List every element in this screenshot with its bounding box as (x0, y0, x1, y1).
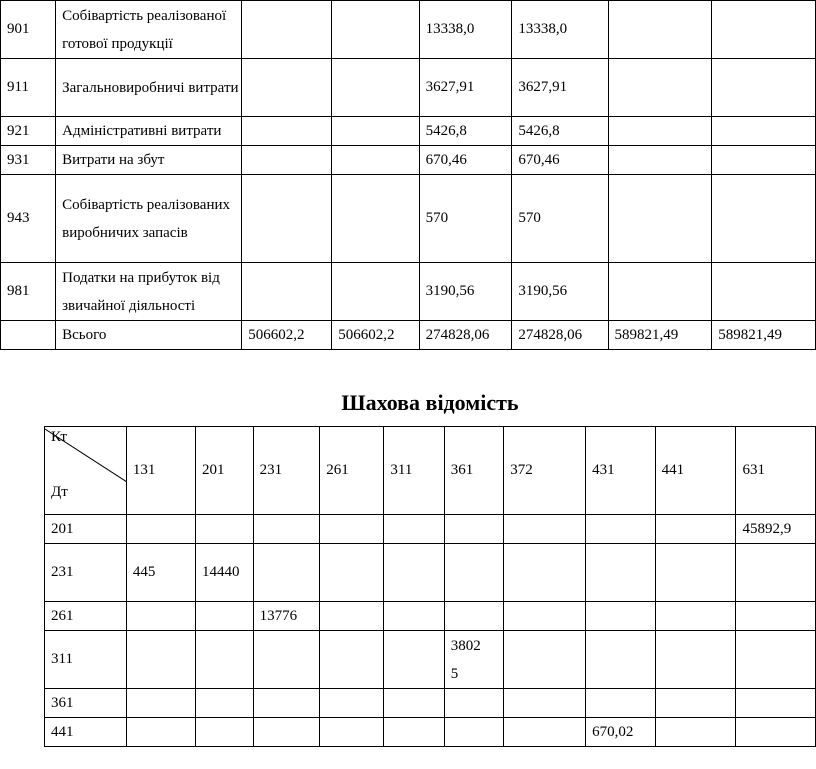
amount-cell: 570 (419, 175, 512, 263)
debit-account-cell: 441 (45, 718, 127, 747)
amount-cell (736, 689, 816, 718)
amount-cell (504, 631, 586, 689)
amount-cell (126, 631, 195, 689)
account-name-cell: Загальновиробничі витрати (56, 59, 242, 117)
credit-account-header: 261 (320, 427, 384, 515)
amount-cell (195, 689, 253, 718)
table-row (45, 631, 816, 689)
header-row (45, 427, 816, 515)
account-name-cell: Витрати на збут (56, 146, 242, 175)
amount-cell (655, 544, 736, 602)
amount-cell: 3627,91 (419, 59, 512, 117)
amount-cell: 670,46 (419, 146, 512, 175)
amount-cell (320, 544, 384, 602)
amount-cell (332, 146, 419, 175)
table-row (45, 602, 816, 631)
amount-cell (332, 59, 419, 117)
amount-cell (504, 544, 586, 602)
amount-cell (253, 689, 320, 718)
amount-cell (504, 718, 586, 747)
account-name-cell: Адміністративні витрати (56, 117, 242, 146)
amount-cell (504, 515, 586, 544)
amount-cell (242, 175, 332, 263)
amount-cell (736, 602, 816, 631)
amount-cell (253, 631, 320, 689)
table-row (1, 146, 816, 175)
amount-cell: 670,02 (586, 718, 656, 747)
table-row (1, 117, 816, 146)
corner-cell (45, 427, 127, 515)
account-code-cell: 981 (1, 263, 56, 321)
amount-cell: 14440 (195, 544, 253, 602)
amount-cell (655, 689, 736, 718)
amount-cell (242, 59, 332, 117)
amount-cell (712, 117, 816, 146)
amount-cell (384, 631, 444, 689)
table-row (45, 515, 816, 544)
amount-cell (320, 515, 384, 544)
table-row (45, 544, 816, 602)
amount-cell (586, 544, 656, 602)
amount-cell (253, 718, 320, 747)
amount-cell (736, 718, 816, 747)
amount-cell (586, 689, 656, 718)
table-row (45, 718, 816, 747)
amount-cell: 274828,06 (419, 321, 512, 350)
amount-cell (195, 602, 253, 631)
amount-cell (608, 117, 712, 146)
amount-cell (242, 146, 332, 175)
account-name-cell: Всього (56, 321, 242, 350)
amount-cell: 13776 (253, 602, 320, 631)
amount-cell (320, 602, 384, 631)
credit-label: Кт (51, 429, 67, 445)
table-row (45, 689, 816, 718)
amount-cell (712, 59, 816, 117)
amount-cell (126, 515, 195, 544)
amount-cell: 445 (126, 544, 195, 602)
amount-cell (655, 718, 736, 747)
amount-cell (712, 146, 816, 175)
amount-cell (608, 59, 712, 117)
table-row (1, 59, 816, 117)
amount-cell (195, 515, 253, 544)
amount-cell: 5426,8 (419, 117, 512, 146)
account-name-cell: Собівартість реалізованої готової продукції (56, 1, 242, 59)
amount-cell (384, 689, 444, 718)
credit-account-header: 631 (736, 427, 816, 515)
amount-cell (253, 544, 320, 602)
amount-cell (320, 689, 384, 718)
credit-account-header: 361 (444, 427, 504, 515)
amount-cell (444, 602, 504, 631)
table-row (1, 1, 816, 59)
amount-cell (586, 602, 656, 631)
amount-cell (332, 175, 419, 263)
page-title: Шахова відомість (341, 390, 519, 415)
debit-account-cell: 311 (45, 631, 127, 689)
amount-cell (608, 263, 712, 321)
debit-account-cell: 361 (45, 689, 127, 718)
amount-cell (712, 1, 816, 59)
amount-cell (444, 718, 504, 747)
amount-cell: 13338,0 (419, 1, 512, 59)
amount-cell (242, 117, 332, 146)
table-row (1, 321, 816, 350)
account-code-cell (1, 321, 56, 350)
amount-cell (384, 602, 444, 631)
amount-cell: 5426,8 (512, 117, 608, 146)
amount-cell: 589821,49 (712, 321, 816, 350)
amount-cell (444, 689, 504, 718)
amount-cell (126, 689, 195, 718)
account-code-cell: 911 (1, 59, 56, 117)
amount-cell (384, 544, 444, 602)
amount-cell (242, 1, 332, 59)
amount-cell (586, 515, 656, 544)
account-code-cell: 901 (1, 1, 56, 59)
amount-cell (444, 515, 504, 544)
amount-cell: 570 (512, 175, 608, 263)
amount-cell (320, 718, 384, 747)
credit-account-header: 231 (253, 427, 320, 515)
amount-cell: 3190,56 (419, 263, 512, 321)
table-row (1, 175, 816, 263)
amount-cell (504, 602, 586, 631)
chess-sheet-table (44, 426, 816, 747)
amount-cell (655, 631, 736, 689)
amount-cell: 3802 5 (444, 631, 504, 689)
amount-cell: 45892,9 (736, 515, 816, 544)
amount-cell (444, 544, 504, 602)
amount-cell (736, 544, 816, 602)
amount-cell (384, 515, 444, 544)
amount-cell (126, 718, 195, 747)
credit-account-header: 431 (586, 427, 656, 515)
credit-account-header: 372 (504, 427, 586, 515)
amount-cell (712, 263, 816, 321)
account-code-cell: 931 (1, 146, 56, 175)
amount-cell (195, 718, 253, 747)
amount-cell: 3190,56 (512, 263, 608, 321)
debit-account-cell: 261 (45, 602, 127, 631)
table-row (1, 263, 816, 321)
debit-label: Дт (51, 484, 68, 500)
account-code-cell: 921 (1, 117, 56, 146)
amount-cell (320, 631, 384, 689)
amount-cell (332, 1, 419, 59)
amount-cell (332, 117, 419, 146)
credit-account-header: 441 (655, 427, 736, 515)
account-name-cell: Собівартість реалізованих виробничих запасів (56, 175, 242, 263)
amount-cell: 3627,91 (512, 59, 608, 117)
amount-cell (608, 1, 712, 59)
amount-cell: 670,46 (512, 146, 608, 175)
amount-cell (242, 263, 332, 321)
credit-account-header: 131 (126, 427, 195, 515)
amount-cell (126, 602, 195, 631)
amount-cell (332, 263, 419, 321)
amount-cell (253, 515, 320, 544)
debit-account-cell: 201 (45, 515, 127, 544)
account-code-cell: 943 (1, 175, 56, 263)
amount-cell: 274828,06 (512, 321, 608, 350)
account-name-cell: Податки на прибуток від звичайної діяльності (56, 263, 242, 321)
amount-cell (655, 515, 736, 544)
amount-cell (384, 718, 444, 747)
amount-cell (586, 631, 656, 689)
amount-cell: 589821,49 (608, 321, 712, 350)
amount-cell (195, 631, 253, 689)
amount-cell (608, 175, 712, 263)
amount-cell: 506602,2 (242, 321, 332, 350)
amount-cell: 13338,0 (512, 1, 608, 59)
amount-cell (712, 175, 816, 263)
credit-account-header: 201 (195, 427, 253, 515)
credit-account-header: 311 (384, 427, 444, 515)
debit-account-cell: 231 (45, 544, 127, 602)
amount-cell (655, 602, 736, 631)
accounts-table (0, 0, 816, 350)
amount-cell (608, 146, 712, 175)
amount-cell (504, 689, 586, 718)
amount-cell: 506602,2 (332, 321, 419, 350)
amount-cell (736, 631, 816, 689)
